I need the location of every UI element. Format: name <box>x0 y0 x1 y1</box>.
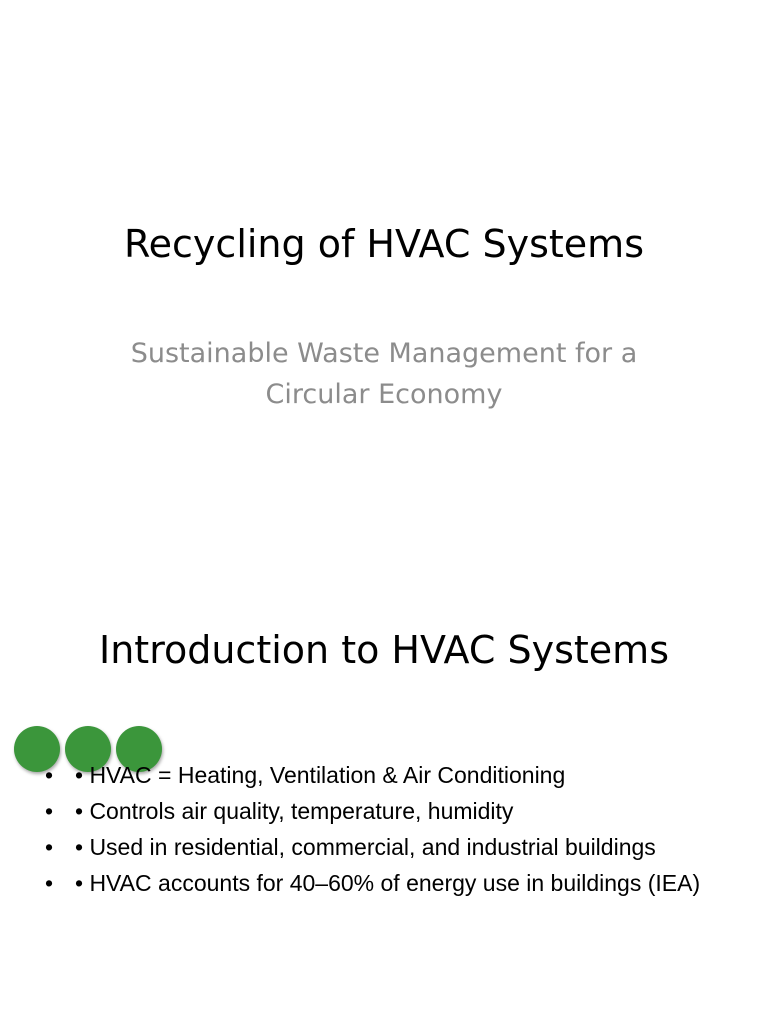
list-item <box>0 870 768 897</box>
slide-subtitle: Sustainable Waste Management for a Circular Economy <box>130 338 638 410</box>
bullet-marker: • <box>45 834 54 860</box>
intro-slide <box>0 576 768 1024</box>
list-item <box>0 798 768 825</box>
slide-title: Recycling of HVAC Systems <box>123 222 645 266</box>
bullet-text: • Used in residential, commercial, and industrial buildings <box>75 834 656 860</box>
slide-title: Introduction to HVAC Systems <box>99 628 669 672</box>
bullet-marker: • <box>45 762 54 788</box>
bullet-text: • Controls air quality, temperature, humidity <box>75 798 514 824</box>
bullet-text: • HVAC = Heating, Ventilation & Air Conditioning <box>75 762 566 788</box>
bullet-marker: • <box>45 870 54 896</box>
list-item <box>0 834 768 861</box>
bullet-marker: • <box>45 798 54 824</box>
bullet-list <box>0 762 768 906</box>
bullet-text: • HVAC accounts for 40–60% of energy use in buildings (IEA) <box>75 870 701 896</box>
list-item <box>0 762 768 789</box>
